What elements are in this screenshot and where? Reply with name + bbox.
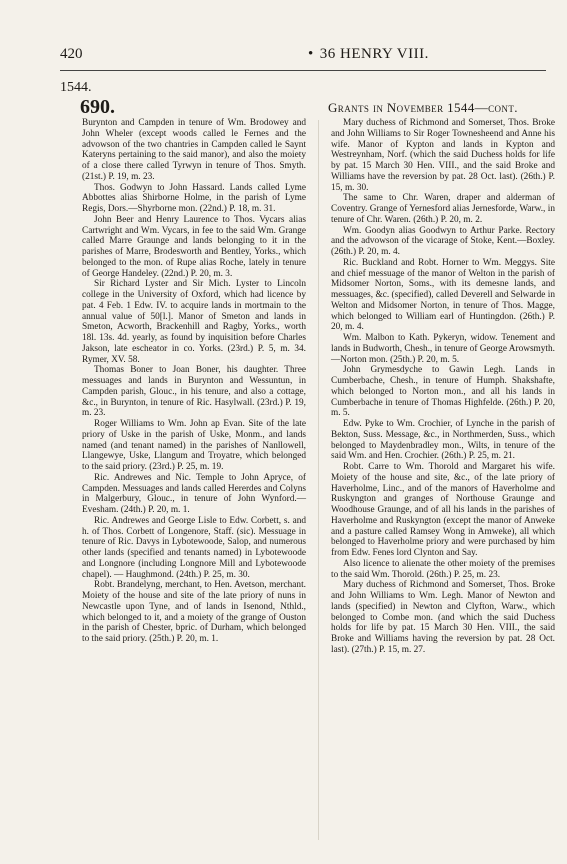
paragraph: Thomas Boner to Joan Boner, his daughter. Three messuages and lands in Burynton and Wessuntun, in Campden parish, Glouc., in his tenure, and also a cottage, &c., in Burynton, in tenure of Ric. Hasylwall. (23rd.) P. 19, m. 23.	[82, 365, 306, 419]
paragraph: Burynton and Campden in tenure of Wm. Brodowey and John Wheler (except woods called le Fernes and the advowson of the two chantries in Campden called le Saynt Kateryns pertaining to the said manor), and also the moiety of a close there called Tyrwyn in tenure of Thos. Smyth. (21st.) P. 19, m. 23.	[82, 118, 306, 182]
paragraph: Thos. Godwyn to John Hassard. Lands called Lyme Abbottes alias Shirborne Holme, in the parish of Lyme Regis, Dors.—Shyrborne mon. (22nd.) P. 18, m. 31.	[82, 182, 306, 214]
paragraph: Sir Richard Lyster and Sir Mich. Lyster to Lincoln college in the University of Oxford, which had licence by pat. 4 Feb. 1 Edw. IV. to acquire lands in mortmain to the annual value of 50[l.]. Manor of Smeton and lands in Smeton, Acworth, Brackenhill and Ragby, Yorks., worth 18l. 13s. 4d. yearly, as found by inquisition before Charles Jakson, late escheator in co. Yorks. (23rd.) P. 5, m. 34. Rymer, XV. 58.	[82, 279, 306, 365]
running-title	[308, 46, 429, 63]
header-rule	[60, 70, 546, 71]
running-title-text: 36 HENRY VIII.	[319, 46, 429, 62]
paragraph: Robt. Brandelyng, merchant, to Hen. Avetson, merchant. Moiety of the house and site of the late priory of nuns in Newcastle upon Tyne, and of lands in Isenond, Nthld., which belonged to it, and a moiety of the grange of Ouston in the parish of Chester, bpric. of Durham, which belonged to the said priory. (25th.) P. 20, m. 1.	[82, 580, 306, 644]
year-label: 1544.	[60, 80, 92, 95]
paragraph: John Beer and Henry Laurence to Thos. Vycars alias Cartwright and Wm. Vycars, in fee to the said Wm. Grange called Marre Graunge and lands belonging to it in the parishes of Marre, Brodesworth and Bentley, Yorks., which belonged to the mon. of Rupe alias Roche, lately in tenure of George Handeley. (22nd.) P. 20, m. 3.	[82, 214, 306, 279]
entry-number: 690.	[80, 96, 115, 118]
bullet-glyph: •	[308, 46, 314, 62]
paragraph: Edw. Pyke to Wm. Crochier, of Lynche in the parish of Bekton, Suss. Message, &c., in Northmerden, Suss., which belonged to Maydenbradley mon., Wilts, in tenure of the said Wm. and Hen. Crochier. (26th.) P. 25, m. 21.	[331, 419, 555, 462]
paragraph: Robt. Carre to Wm. Thorold and Margaret his wife. Moiety of the house and site, &c., of the late priory of Haverholme, Linc., and of the manors of Haverholme and Ruskyngton and granges of Northouse Graunge and Woodhouse Graunge, and of all his lands in the parishes of Haverholme and Ruskyngton (except the manor of Anweke and a pasture called Ramsey Wong in Amweke), all which belonged to Haverholme priory and were purchased by him from Edw. Fenes lord Clynton and Say.	[331, 462, 555, 558]
paragraph: Ric. Andrewes and Nic. Temple to John Apryce, of Campden. Messuages and lands called Hererdes and Colyns in Malgerbury, Glouc., in tenure of John Wynford.—Evesham. (24th.) P. 20, m. 1.	[82, 472, 306, 515]
paragraph: Roger Williams to Wm. John ap Evan. Site of the late priory of Uske in the parish of Uske, Monm., and lands named (and tenant named) in the parishes of Nanllowell, Llangewye, Uske, Llangum and Troyatre, which belonged to the said priory. (23rd.) P. 25, m. 19.	[82, 419, 306, 472]
paragraph: Mary duchess of Richmond and Somerset, Thos. Broke and John Williams to Wm. Legh. Manor of Newton and lands (specified) in Newton and Clyfton, Warw., which belonged to Combe mon. (and which the said Duchess holds for life by pat. 15 March 30 Hen. VIII., the said Broke and Williams having the reversion by pat. 28 Oct. last). (27th.) P. 15, m. 27.	[331, 580, 555, 655]
paragraph: John Grymesdyche to Gawin Legh. Lands in Cumberbache, Chesh., in tenure of Humph. Shakshafte, which belonged to Norton mon., and all his lands in Cumberbache in tenure of Thomas Highfelde. (26th.) P. 20, m. 5.	[331, 365, 555, 419]
paragraph: Ric. Buckland and Robt. Horner to Wm. Meggys. Site and chief messuage of the manor of Welton in the parish of Midsomer Norton, Soms., with its demesne lands, and messuages, &c. (specified), called Deverell and Selwarde in Welton and Midsomer Norton, in tenure of Thos. Magge, which belonged to William earl of Huntingdon. (26th.) P. 20, m. 4.	[331, 257, 555, 333]
paragraph: Also licence to alienate the other moiety of the premises to the said Wm. Thorold. (26th.) P. 25, m. 23.	[331, 558, 555, 580]
right-column	[331, 118, 555, 656]
paragraph: Wm. Malbon to Kath. Pykeryn, widow. Tenement and lands in Budworth, Chesh., in tenure of George Arowsmyth.—Norton mon. (25th.) P. 20, m. 5.	[331, 333, 555, 365]
page-number: 420	[60, 46, 83, 62]
paragraph: The same to Chr. Waren, draper and alderman of Coventry. Grange of Yernesford alias Jernesforde, Warw., in tenure of Chr. Waren. (26th.) P. 20, m. 2.	[331, 193, 555, 225]
paragraph: Ric. Andrewes and George Lisle to Edw. Corbett, s. and h. of Thos. Corbett of Longenore, Staff. (sic). Messuage in tenure of Ric. Davys in Lybotewoode, Salop, and numerous other lands (specified and tenants named) in Lybotewoode and Longnore (including Longnore Mill and Lybotewoode chapel). — Haughmond. (24th.) P. 25, m. 30.	[82, 515, 306, 580]
left-column	[82, 118, 306, 645]
grant-heading: Grants in November 1544—cont.	[328, 100, 518, 115]
column-gutter	[318, 120, 319, 840]
paragraph: Wm. Goodyn alias Goodwyn to Arthur Parke. Rectory and the advowson of the vicarage of Stoke, Kent.—Boxley. (26th.) P. 20, m. 4.	[331, 225, 555, 257]
paragraph: Mary duchess of Richmond and Somerset, Thos. Broke and John Williams to Sir Roger Townesheend and Anne his wife. Manor of Kypton and lands in Kypton and Westreynham, Norf. (which the said Duchess holds for life by pat. 15 March 30 Hen. VIII., and the said Broke and Williams have the reversion by pat. 28 Oct. last). (26th.) P. 15, m. 30.	[331, 118, 555, 193]
